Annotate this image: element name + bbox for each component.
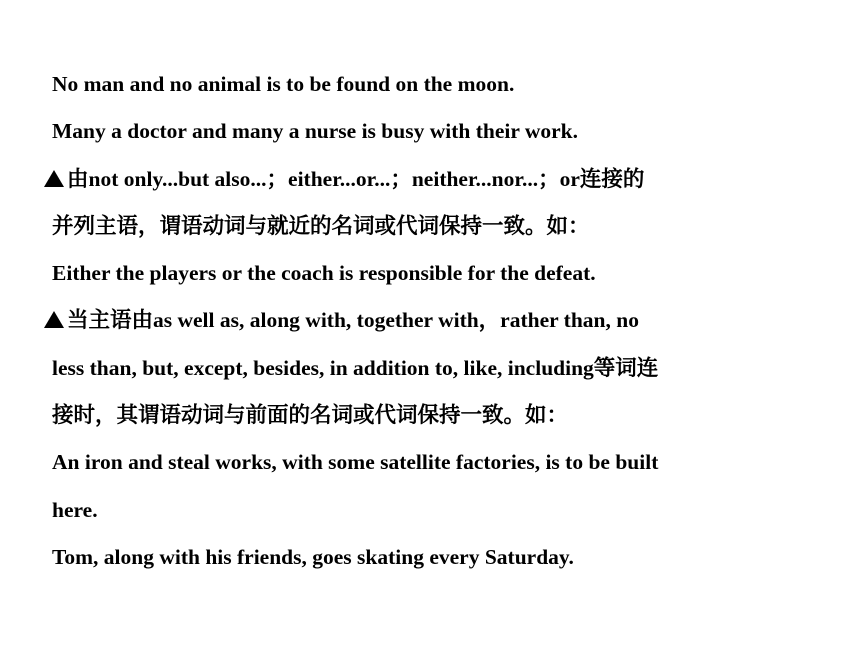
rule-continuation [44, 397, 834, 444]
rule-bullet [44, 161, 834, 208]
text-body [44, 66, 834, 586]
triangle-bullet-icon [44, 170, 64, 187]
line-text: less than, but, except, besides, in addition to, like, including等词连 [52, 355, 659, 380]
triangle-bullet-icon [44, 311, 64, 328]
line-text: 当主语由as well as, along with, together with，rather than, no [67, 308, 639, 333]
line-text: 并列主语，谓语动词与就近的名词或代词保持一致。如： [52, 213, 590, 238]
line-text: Either the players or the coach is responsible for the defeat. [52, 261, 596, 286]
rule-continuation [44, 350, 834, 397]
line-text: No man and no animal is to be found on the moon. [52, 72, 515, 96]
example-sentence [44, 113, 834, 160]
line-text: Many a doctor and many a nurse is busy with their work. [52, 119, 579, 144]
example-sentence [44, 492, 834, 539]
line-text: 接时，其谓语动词与前面的名词或代词保持一致。如： [52, 403, 569, 428]
rule-bullet [44, 302, 834, 349]
rule-continuation [44, 208, 834, 255]
example-sentence [44, 66, 834, 113]
line-text: An iron and steal works, with some satellite factories, is to be built [52, 450, 659, 475]
line-text: 由not only...but also...；either...or...；neither...nor...；or连接的 [67, 166, 645, 191]
line-text: here. [52, 497, 98, 522]
example-sentence [44, 255, 834, 302]
line-text: Tom, along with his friends, goes skating every Saturday. [52, 544, 574, 569]
example-sentence [44, 444, 834, 491]
example-sentence [44, 539, 834, 586]
